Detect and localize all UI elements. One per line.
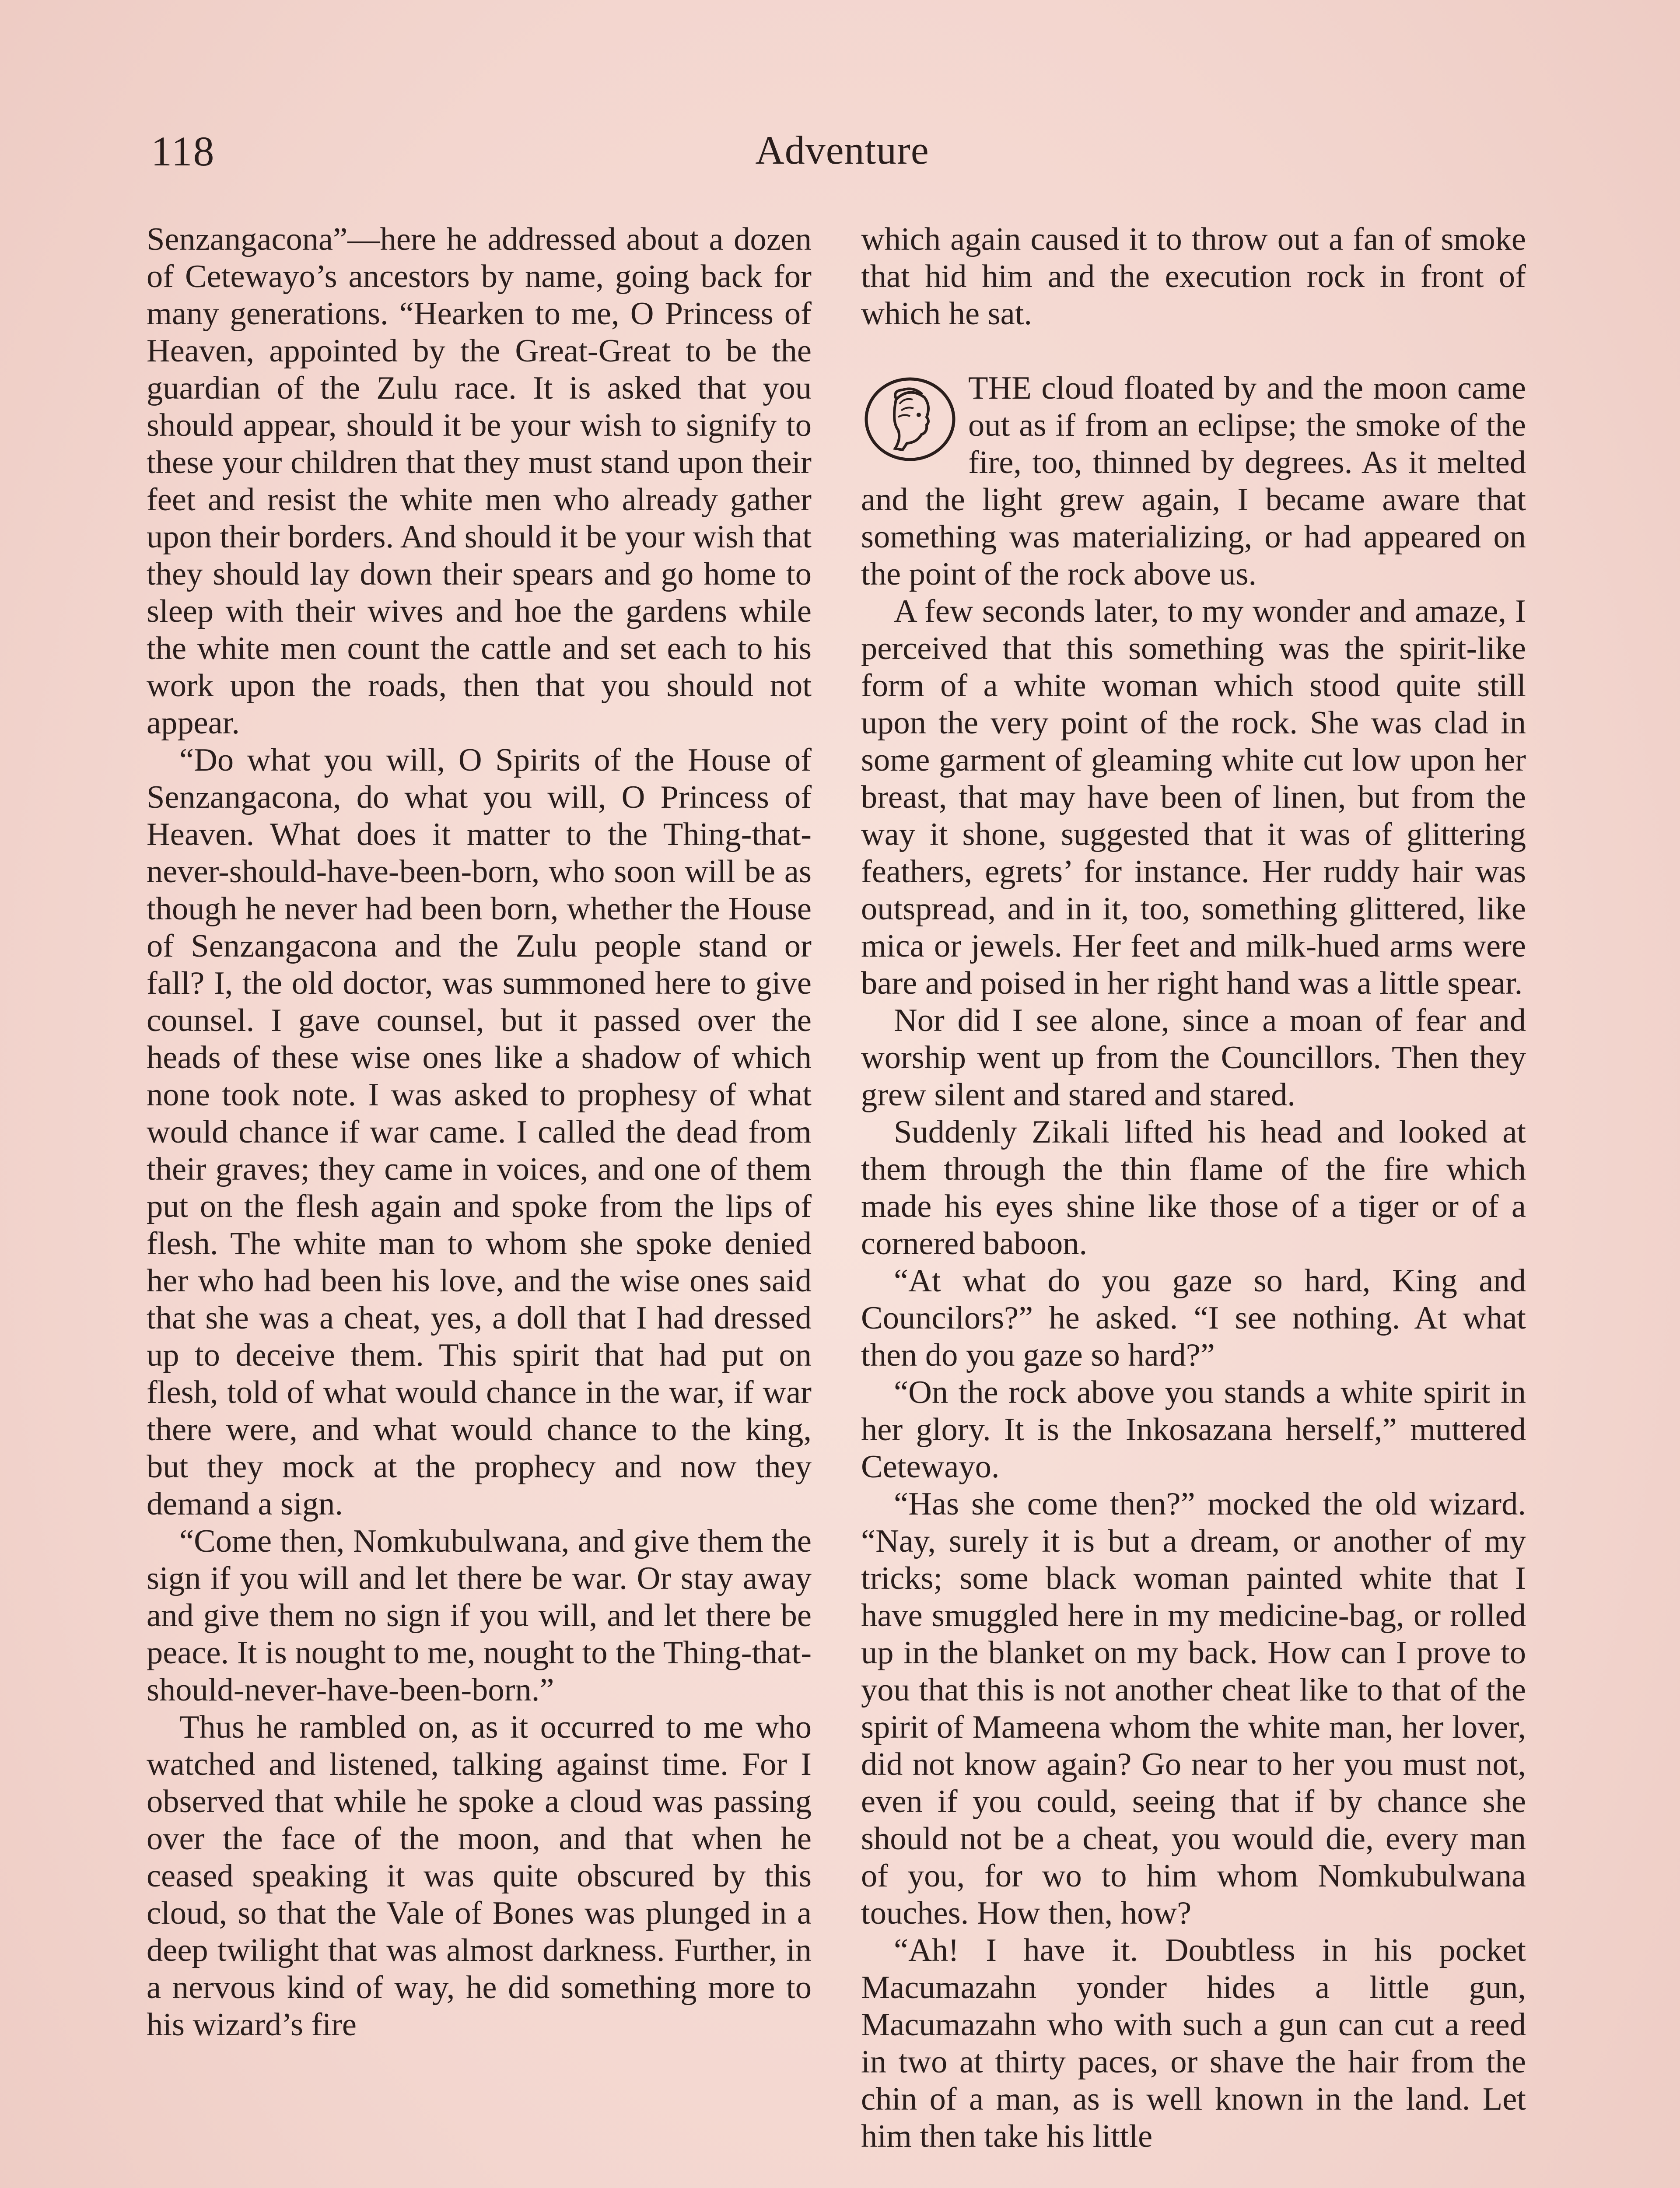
running-title: Adventure bbox=[755, 128, 929, 172]
paragraph: A few seconds later, to my wonder and amaze, I perceived that this something was the spirit-like form of a white woman which stood quite still upon the very point of the rock. She was clad in some garment of gleaming white cut low upon her breast, that may have been of linen, but from the way it shone, suggested that it was of glittering feathers, egrets’ for instance. Her ruddy hair was outspread, and in it, too, something glittered, like mica or jewels. Her feet and milk-hued arms were bare and poised in her right hand was a little spear. bbox=[861, 593, 1526, 1001]
page-number: 118 bbox=[151, 128, 215, 175]
left-column bbox=[147, 221, 812, 2044]
page-header bbox=[151, 127, 1533, 193]
paragraph: Suddenly Zikali lifted his head and looked at them through the thin flame of the fire which made his eyes shine like those of a tiger or of a cornered baboon. bbox=[861, 1114, 1526, 1262]
paragraph: Thus he rambled on, as it occurred to me who watched and listened, talking against time. For I observed that while he spoke a cloud was passing over the face of the moon, and that when he ceased speaking it was quite obscured by this cloud, so that the Vale of Bones was plunged in a deep twilight that was almost darkness. Further, in a nervous kind of way, he did something more to his wizard’s fire bbox=[147, 1709, 812, 2043]
paragraph: “Come then, Nomkubulwana, and give them the sign if you will and let there be war. Or stay away and give them no sign if you will, and let there be peace. It is nought to me, nought to the Thing-that-should-never-have-been-born.” bbox=[147, 1523, 812, 1708]
paragraph: Senzangacona”—here he addressed about a dozen of Cetewayo’s ancestors by name, going back for many generations. “Hearken to me, O Princess of Heaven, appointed by the Great-Great to be the guardian of the Zulu race. It is asked that you should appear, should it be your wish to signify to these your children that they must stand upon their feet and resist the white men who already gather upon their borders. And should it be your wish that they should lay down their spears and go home to sleep with their wives and hoe the gardens while the white men count the cattle and set each to his work upon the roads, then that you should not appear. bbox=[147, 221, 812, 741]
paragraph: “Has she come then?” mocked the old wizard. “Nay, surely it is but a dream, or another of my tricks; some black woman painted white that I have smuggled here in my medicine-bag, or rolled up in the blanket on my back. How can I prove to you that this is not another cheat like to that of the spirit of Mameena whom the white man, her lover, did not know again? Go near to her you must not, even if you could, seeing that if by chance she should not be a cheat, you would die, every man of you, for wo to him whom Nomkubulwana touches. How then, how? bbox=[861, 1486, 1526, 1931]
woman-profile-medallion-icon bbox=[861, 373, 959, 465]
paragraph: which again caused it to throw out a fan of smoke that hid him and the execution rock in front of which he sat. bbox=[861, 221, 1526, 332]
paragraph: “Ah! I have it. Doubtless in his pocket Macumazahn yonder hides a little gun, Macumazahn who with such a gun can cut a reed in two at thirty paces, or shave the hair from the chin of a man, as is well known in the land. Let him then take his little bbox=[861, 1932, 1526, 2154]
paragraph: “At what do you gaze so hard, King and Councilors?” he asked. “I see nothing. At what then do you gaze so hard?” bbox=[861, 1263, 1526, 1373]
paragraph: Nor did I see alone, since a moan of fear and worship went up from the Councillors. Then they grew silent and stared and stared. bbox=[861, 1003, 1526, 1113]
paragraph: “Do what you will, O Spirits of the House of Senzangacona, do what you will, O Princess of Heaven. What does it matter to the Thing-that-never-should-have-been-born, who soon will be as though he never had been born, whether the House of Senzangacona and the Zulu people stand or fall? I, the old doctor, was summoned here to give counsel. I gave counsel, but it passed over the heads of these wise ones like a shadow of which none took note. I was asked to prophesy of what would chance if war came. I called the dead from their graves; they came in voices, and one of them put on the flesh again and spoke from the lips of flesh. The white man to whom she spoke denied her who had been his love, and the wise ones said that she was a cheat, yes, a doll that I had dressed up to deceive them. This spirit that had put on flesh, told of what would chance in the war, if war there were, and what would chance to the king, but they mock at the prophecy and now they demand a sign. bbox=[147, 742, 812, 1522]
paragraph: THE cloud floated by and the moon came out as if from an eclipse; the smoke of the fire, too, thinned by degrees. As it melted and the light grew again, I became aware that something was materializing, or had appeared on the point of the rock above us. bbox=[861, 370, 1526, 592]
right-column bbox=[861, 221, 1526, 2155]
paragraph: “On the rock above you stands a white spirit in her glory. It is the Inkosazana herself,” muttered Cetewayo. bbox=[861, 1375, 1526, 1485]
